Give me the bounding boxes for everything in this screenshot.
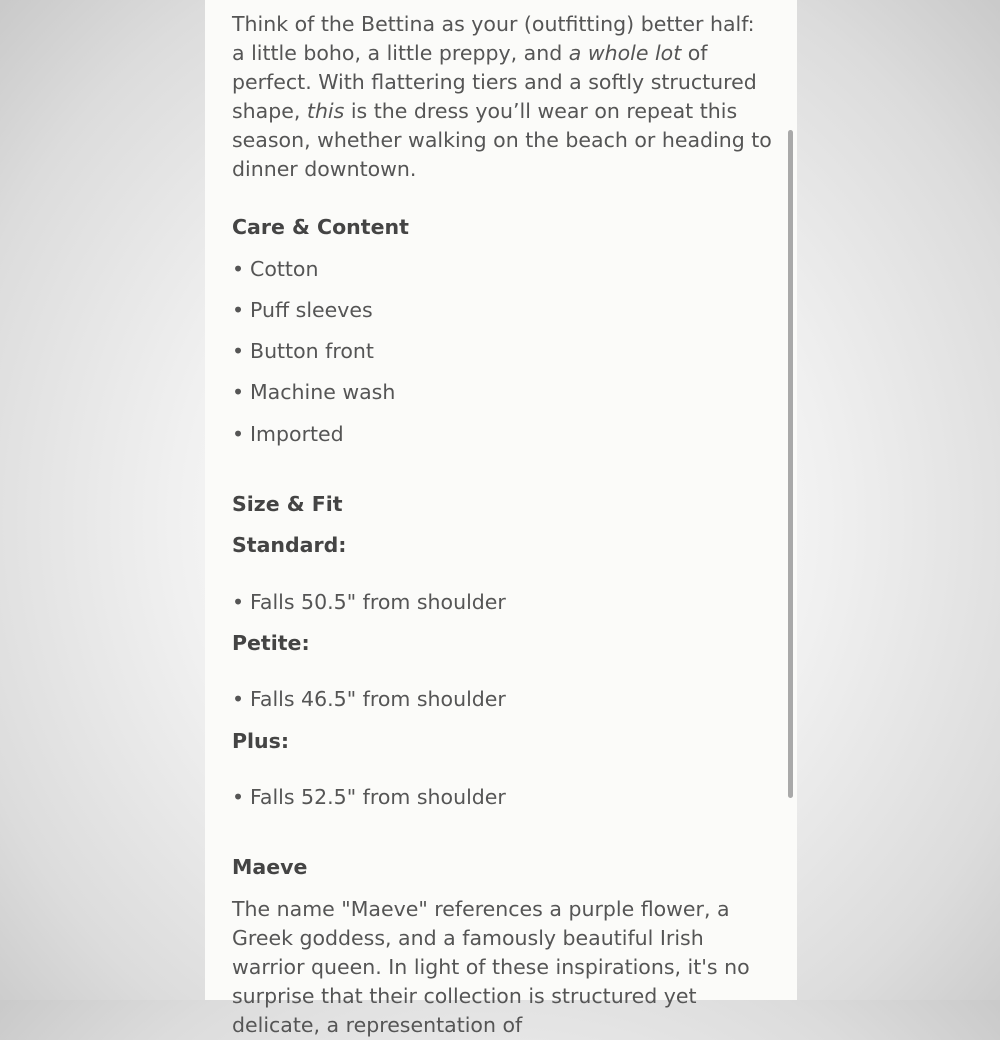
petite-label: Petite: <box>232 631 310 655</box>
bullet-dot: • <box>232 590 245 614</box>
care-item-machine-wash <box>232 378 395 407</box>
care-content-heading: Care & Content <box>232 215 409 239</box>
intro-paragraph <box>232 10 772 184</box>
standard-length-item <box>232 588 506 617</box>
product-description-panel <box>205 0 797 1037</box>
length-text: Falls 50.5" from shoulder <box>250 590 506 614</box>
care-item-label: Puff sleeves <box>250 298 373 322</box>
length-text: Falls 46.5" from shoulder <box>250 687 506 711</box>
vertical-scrollbar[interactable] <box>788 130 793 798</box>
standard-label: Standard: <box>232 533 347 557</box>
care-item-imported <box>232 420 344 449</box>
bullet-dot: • <box>232 257 245 281</box>
intro-emphasis-1: a whole lot <box>568 41 682 65</box>
length-text: Falls 52.5" from shoulder <box>250 785 506 809</box>
intro-text-3: is the dress you’ll wear on repeat this season, whether walking on the beach or heading to dinner downtown. <box>232 99 772 181</box>
petite-length-item <box>232 685 506 714</box>
scrollbar-thumb[interactable] <box>788 130 793 798</box>
care-item-label: Cotton <box>250 257 319 281</box>
care-item-cotton <box>232 255 318 284</box>
bullet-dot: • <box>232 339 245 363</box>
plus-label: Plus: <box>232 729 290 753</box>
bullet-dot: • <box>232 785 245 809</box>
maeve-heading: Maeve <box>232 855 308 879</box>
size-fit-heading: Size & Fit <box>232 492 343 516</box>
description-content <box>232 10 772 1037</box>
bullet-dot: • <box>232 422 245 446</box>
care-item-label: Imported <box>250 422 344 446</box>
bullet-dot: • <box>232 687 245 711</box>
intro-text-1: Think of the Bettina as your (outfitting) better half: a little boho, a little preppy, and <box>232 12 755 65</box>
maeve-paragraph: The name "Maeve" references a purple flower, a Greek goddess, and a famously beautiful Irish warrior queen. In light of these inspirations, it's no surprise that their collection is structured yet delicate, a representation of <box>232 897 750 1037</box>
intro-emphasis-2: this <box>306 99 345 123</box>
bullet-dot: • <box>232 380 245 404</box>
care-item-puff-sleeves <box>232 296 373 325</box>
intro-text-2: of perfect. With flattering tiers and a softly structured shape, <box>232 41 757 123</box>
plus-length-item <box>232 783 506 812</box>
bullet-dot: • <box>232 298 245 322</box>
care-item-label: Button front <box>250 339 374 363</box>
care-item-label: Machine wash <box>250 380 396 404</box>
care-item-button-front <box>232 337 374 366</box>
